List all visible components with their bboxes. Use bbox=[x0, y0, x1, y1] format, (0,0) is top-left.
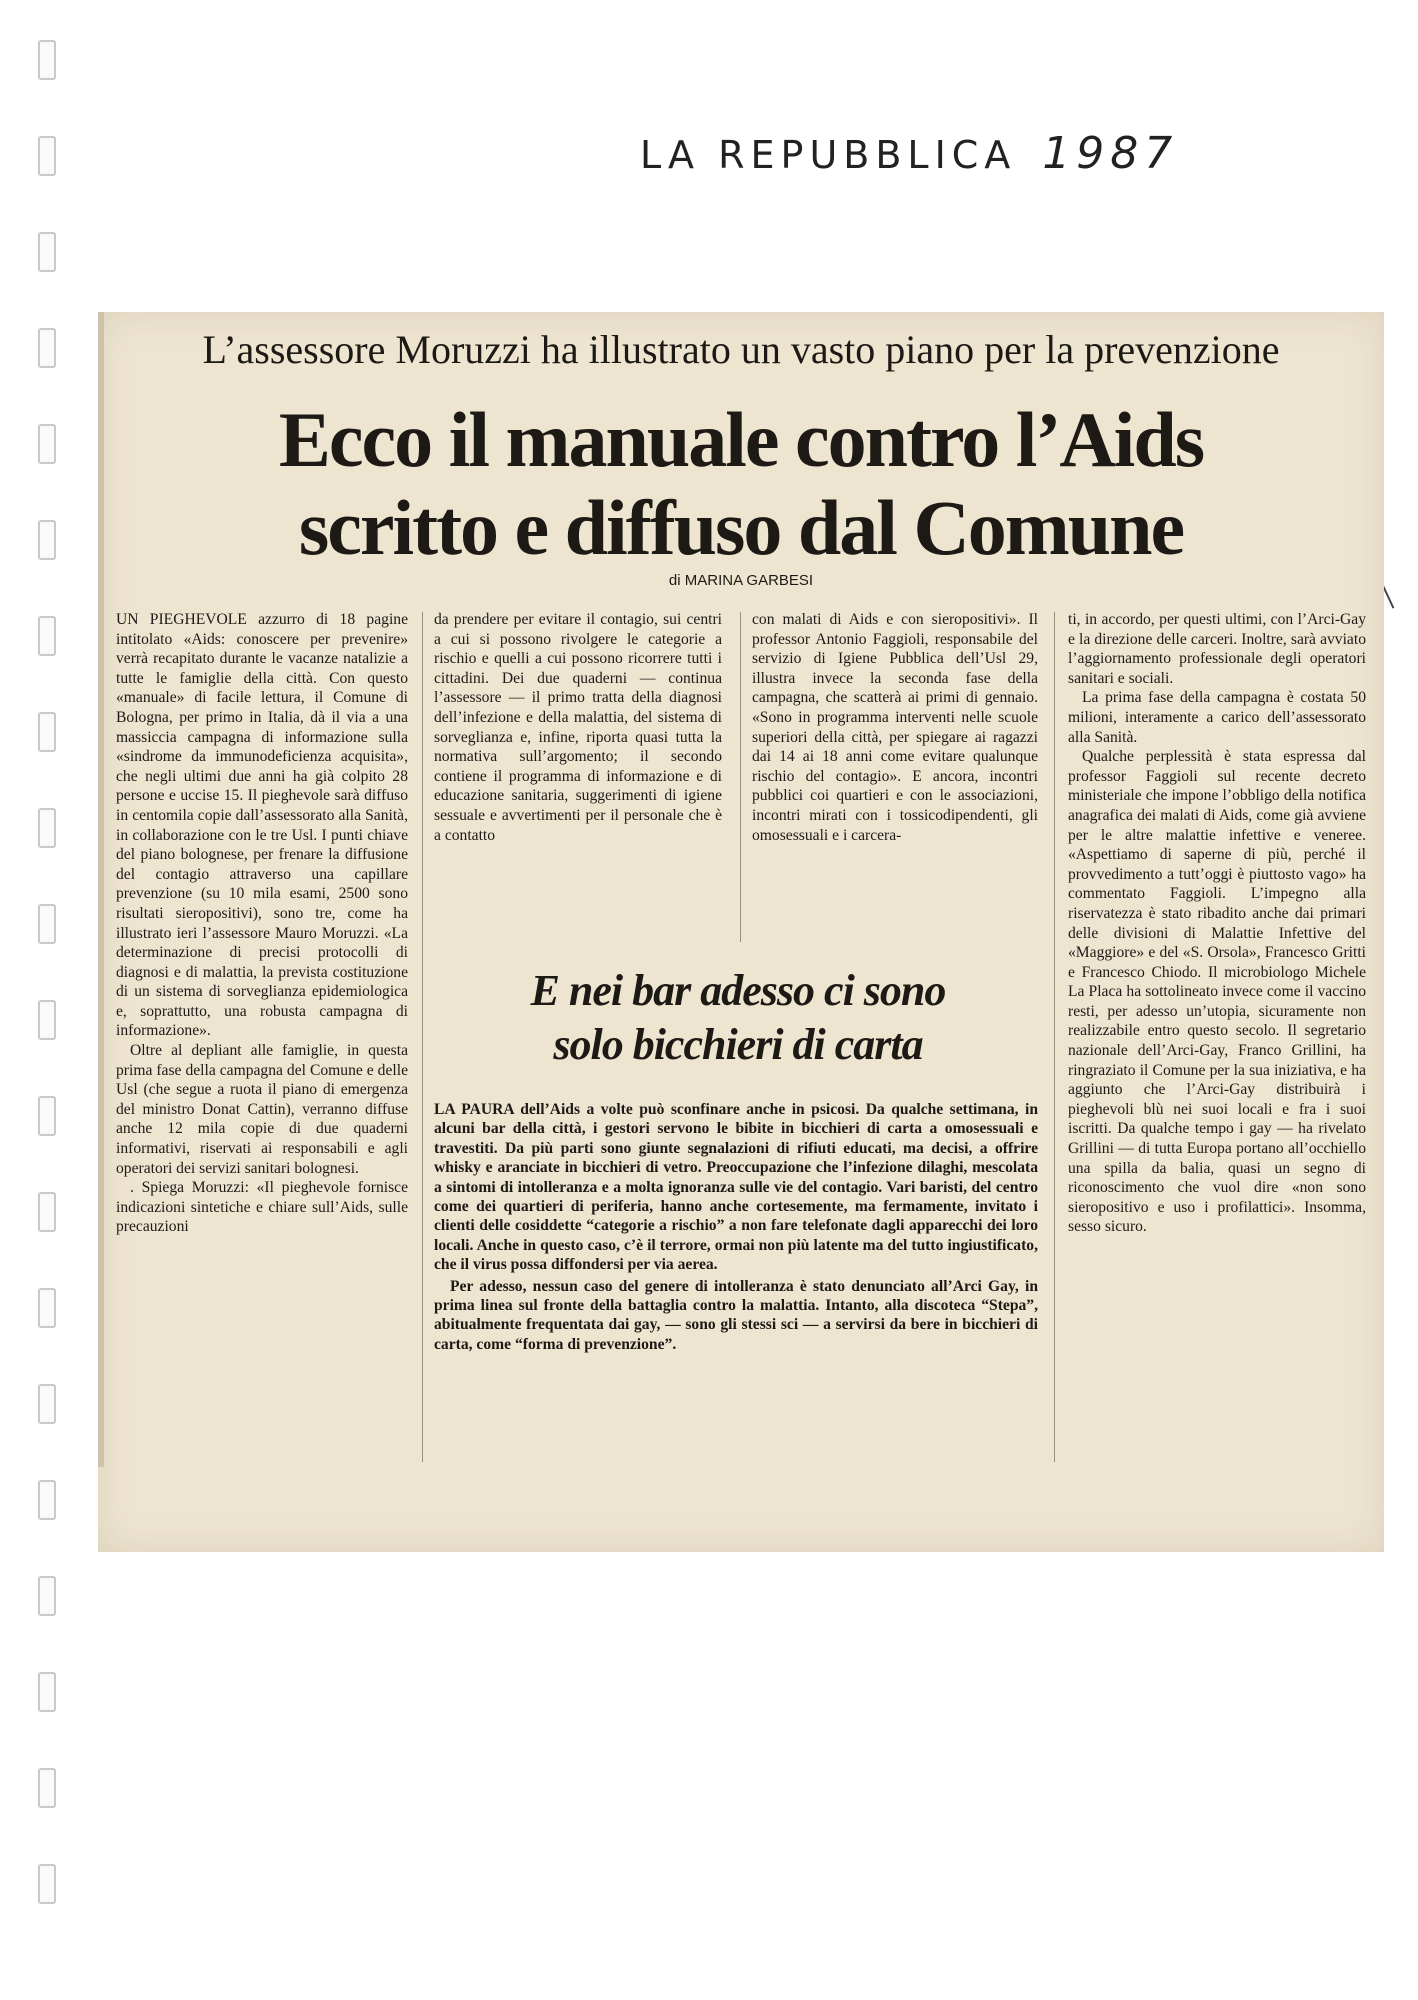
binder-hole bbox=[38, 616, 56, 656]
binder-holes bbox=[38, 40, 58, 1920]
paragraph: Qualche perplessità è stata espressa dal professor Faggioli sul recente decreto ministeriale che impone l’obbligo della notifica anagrafica dei malati di Aids, come già avviene per le altre malattie infettive e veneree. «Aspettiamo di saperne di più, perché il provvedimento a tutt’oggi è piuttosto vago» ha commentato Faggioli. L’impegno alla riservatezza è stato ribadito anche dai primari delle divisioni di Malattie Infettive del «Maggiore» e del «S. Orsola», Francesco Gritti e Francesco Chiodo. Il microbiologo Michele La Placa ha sottolineato invece come il vaccino resti, per adesso un’utopia, sicuramente non realizzabile entro questo secolo. Il segretario nazionale dell’Arci-Gay, Franco Grillini, ha ringraziato il Comune per la sua iniziativa, e ha aggiunto che l’Arci-Gay distribuirà i pieghevoli blù nei suoi locali e fra i suoi iscritti. Da qualche tempo i gay — ha rivelato Grillini — di tutta Europa portano all’occhiello una spilla da balia, quasi un segno di riconoscimento che vuol dire «non sono sieropositivo e uso i profilattici». Insomma, sesso sicuro. bbox=[1068, 748, 1366, 1236]
title-line-1: Ecco il manuale contro l’Aids bbox=[278, 396, 1204, 483]
article-column-4 bbox=[1068, 610, 1366, 1237]
sidebar-lead: LA PAURA bbox=[434, 1101, 514, 1118]
column-divider bbox=[740, 612, 741, 942]
binder-hole bbox=[38, 904, 56, 944]
sidebar-text bbox=[434, 1100, 1038, 1354]
paragraph: ti, in accordo, per questi ultimi, con l’Arci-Gay e la direzione delle carceri. Inoltre, sarà avviato l’aggiornamento professionale degli operatori sanitari e sociali. bbox=[1068, 611, 1366, 687]
binder-hole bbox=[38, 1192, 56, 1232]
sidebar-headline-line-2: solo bicchieri di carta bbox=[553, 1020, 923, 1069]
column-divider bbox=[422, 612, 423, 1462]
binder-hole bbox=[38, 1480, 56, 1520]
article-kicker: L’assessore Moruzzi ha illustrato un vasto piano per la prevenzione bbox=[202, 327, 1280, 372]
paragraph: da prendere per evitare il contagio, sui centri a cui si possono rivolgere le categorie a rischio e quelli a cui possono ricorrere tutti i cittadini. Dei due quaderni — continua l’assessore — il primo tratta della diagnosi dell’infezione e della malattia, del sistema di sorveglianza e, infine, riporta quasi tutta la normativa sull’argomento; il secondo contiene il programma di informazione e di educazione sanitaria, suggerimenti di igiene sessuale e avvertimenti per il personale che è a contatto bbox=[434, 611, 722, 844]
binder-hole bbox=[38, 1288, 56, 1328]
column-divider bbox=[1054, 612, 1055, 1462]
paragraph: Per adesso, nessun caso del genere di intolleranza è stato denunciato all’Arci Gay, in prima linea sul fronte della battaglia contro la malattia. Intanto, alla discoteca “Stepa”, abitualmente frequentata dai gay, — sono gli stessi sci — a servirsi da bere in bicchieri di carta, come “forma di prevenzione”. bbox=[434, 1277, 1038, 1353]
note-year: 1987 bbox=[1042, 128, 1179, 179]
binder-hole bbox=[38, 1096, 56, 1136]
paragraph: UN PIEGHEVOLE azzurro di 18 pagine intitolato «Aids: conoscere per prevenire» verrà recapitato durante le vacanze natalizie a tutte le famiglie della città. Con questo «manuale» di facile lettura, il Comune di Bologna, per primo in Italia, dà il via a una massiccia campagna di informazione sulla «sindrome da immunodeficienza acquisita», che negli ultimi due anni ha già colpito 28 persone e uccise 15. Il pieghevole sarà diffuso in centomila copie dall’assessorato alla Sanità, in collaborazione con le tre Usl. I punti chiave del piano bolognese, per frenare la diffusione del contagio attraverso una capillare prevenzione (su 10 mila esami, 2500 sono risultati sieropositivi), sono tre, come ha illustrato ieri l’assessore Mauro Moruzzi. «La determinazione di precisi protocolli di diagnosi e di malattia, la prevista costituzione di un sistema di sorveglianza epidemiologica e, soprattutto, una robusta campagna di informazione». bbox=[116, 611, 408, 1040]
binder-hole bbox=[38, 136, 56, 176]
paragraph: . Spiega Moruzzi: «Il pieghevole fornisce indicazioni sintetiche e chiare sull’Aids, sulle precauzioni bbox=[116, 1179, 408, 1236]
binder-hole bbox=[38, 328, 56, 368]
sidebar-headline bbox=[448, 964, 1028, 1072]
binder-hole bbox=[38, 1768, 56, 1808]
article-column-2 bbox=[434, 610, 722, 845]
binder-hole bbox=[38, 712, 56, 752]
binder-hole bbox=[38, 1384, 56, 1424]
article-byline: di MARINA GARBESI bbox=[668, 572, 814, 589]
paragraph: con malati di Aids e con sieropositivi». Il professor Antonio Faggioli, responsabile del servizio di Igiene Pubblica dell’Usl 29, illustra invece la seconda fase della campagna, che scatterà ai primi di gennaio. «Sono in programma interventi nelle scuole superiori della città, per spiegare ai ragazzi dai 14 ai 18 anni come evitare qualunque rischio del contagio». E ancora, incontri pubblici coi quartieri e con le associazioni, incontri mirati con i tossicodipendenti, gli omosessuali e i carcera- bbox=[752, 611, 1038, 844]
binder-hole bbox=[38, 520, 56, 560]
paragraph: Oltre al depliant alle famiglie, in questa prima fase della campagna del Comune e delle Usl (che segue a ruota il piano di emergenza del ministro Donat Cattin), verranno diffuse anche 12 mila copie di due quaderni informativi, riservati ai responsabili e agli operatori dei servizi sanitari bolognesi. bbox=[116, 1042, 408, 1177]
binder-hole bbox=[38, 1864, 56, 1904]
binder-hole bbox=[38, 424, 56, 464]
article-column-1 bbox=[116, 610, 408, 1237]
binder-hole bbox=[38, 1000, 56, 1040]
article-title bbox=[98, 396, 1384, 572]
paragraph: La prima fase della campagna è costata 50 milioni, interamente a carico dell’assessorato alla Sanità. bbox=[1068, 689, 1366, 746]
paragraph bbox=[434, 1100, 1038, 1275]
binder-hole bbox=[38, 1672, 56, 1712]
newspaper-clipping bbox=[98, 312, 1384, 1552]
note-source: LA REPUBBLICA bbox=[640, 133, 1017, 177]
binder-hole bbox=[38, 40, 56, 80]
binder-hole bbox=[38, 1576, 56, 1616]
binder-hole bbox=[38, 232, 56, 272]
handwritten-source-note bbox=[640, 128, 1200, 188]
sidebar-lead-rest: dell’Aids a volte può sconfinare anche in psicosi. Da qualche settimana, in alcuni bar della città, i gestori servono le bibite in bicchieri di carta a omosessuali e travestiti. Da più parti sono giunte segnalazioni di rifiuti educati, ma decisi, a offrire whisky e aranciate in bicchieri di vetro. Preoccupazione che l’infezione dilaghi, mescolata a sintomi di intolleranza e a molta ignoranza sulle vie del contagio. Vari baristi, del centro come dei quartieri di periferia, hanno anche cortesemente, ma fermamente, invitato i clienti delle cosiddette “categorie a rischio” a non fare telefonate dagli apparecchi dei loro locali. Anche in questo caso, c’è il terrore, ormai non più latente ma del tutto ingiustificato, che il virus possa diffondersi per via aerea. bbox=[434, 1101, 1038, 1274]
sidebar-headline-line-1: E nei bar adesso ci sono bbox=[530, 966, 946, 1015]
binder-hole bbox=[38, 808, 56, 848]
article-column-3 bbox=[752, 610, 1038, 845]
title-line-2: scritto e diffuso dal Comune bbox=[298, 484, 1184, 571]
